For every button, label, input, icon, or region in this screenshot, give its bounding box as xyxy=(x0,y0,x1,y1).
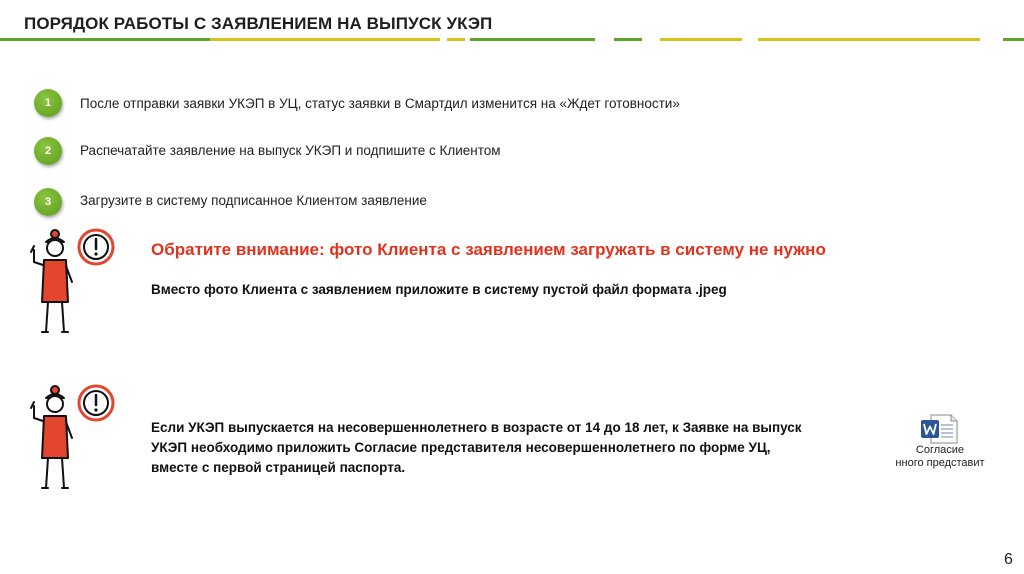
step-text: После отправки заявки УКЭП в УЦ, статус заявки в Смартдил изменится на «Ждет готовности» xyxy=(80,96,680,111)
page-number: 6 xyxy=(1004,551,1013,568)
minor-note xyxy=(151,418,891,478)
minor-note-line: Если УКЭП выпускается на несовершеннолетнего в возрасте от 14 до 18 лет, к Заявке на выпуск xyxy=(151,420,802,435)
rule-segment xyxy=(758,38,980,41)
step-number-badge: 1 xyxy=(34,89,62,117)
rule-segment xyxy=(210,38,440,41)
page-title: ПОРЯДОК РАБОТЫ С ЗАЯВЛЕНИЕМ НА ВЫПУСК УКЭП xyxy=(24,14,493,33)
attachment-caption[interactable] xyxy=(880,444,1000,470)
attachment-caption-line: Согласие xyxy=(915,444,965,456)
minor-note-line: вместе с первой страницей паспорта. xyxy=(151,460,406,475)
rule-segment xyxy=(470,38,595,41)
rule-segment xyxy=(1003,38,1024,41)
minor-note-line: УКЭП необходимо приложить Согласие представителя несовершеннолетнего по форме УЦ, xyxy=(151,440,771,455)
step-text: Загрузите в систему подписанное Клиентом заявление xyxy=(80,193,427,208)
rule-segment xyxy=(614,38,642,41)
person-alert-icon xyxy=(22,226,122,336)
warning-title: Обратите внимание: фото Клиента с заявлением загружать в систему не нужно xyxy=(151,240,826,259)
rule-segment xyxy=(0,38,210,41)
attachment-caption-line: нного представит xyxy=(895,457,985,469)
person-alert-icon xyxy=(22,382,122,492)
word-document-icon[interactable] xyxy=(919,414,959,444)
rule-segment xyxy=(660,38,742,41)
warning-subtitle: Вместо фото Клиента с заявлением приложите в систему пустой файл формата .jpeg xyxy=(151,282,727,297)
rule-segment xyxy=(447,38,465,41)
step-text: Распечатайте заявление на выпуск УКЭП и подпишите с Клиентом xyxy=(80,143,501,158)
step-number-badge: 3 xyxy=(34,188,62,216)
step-number-badge: 2 xyxy=(34,137,62,165)
